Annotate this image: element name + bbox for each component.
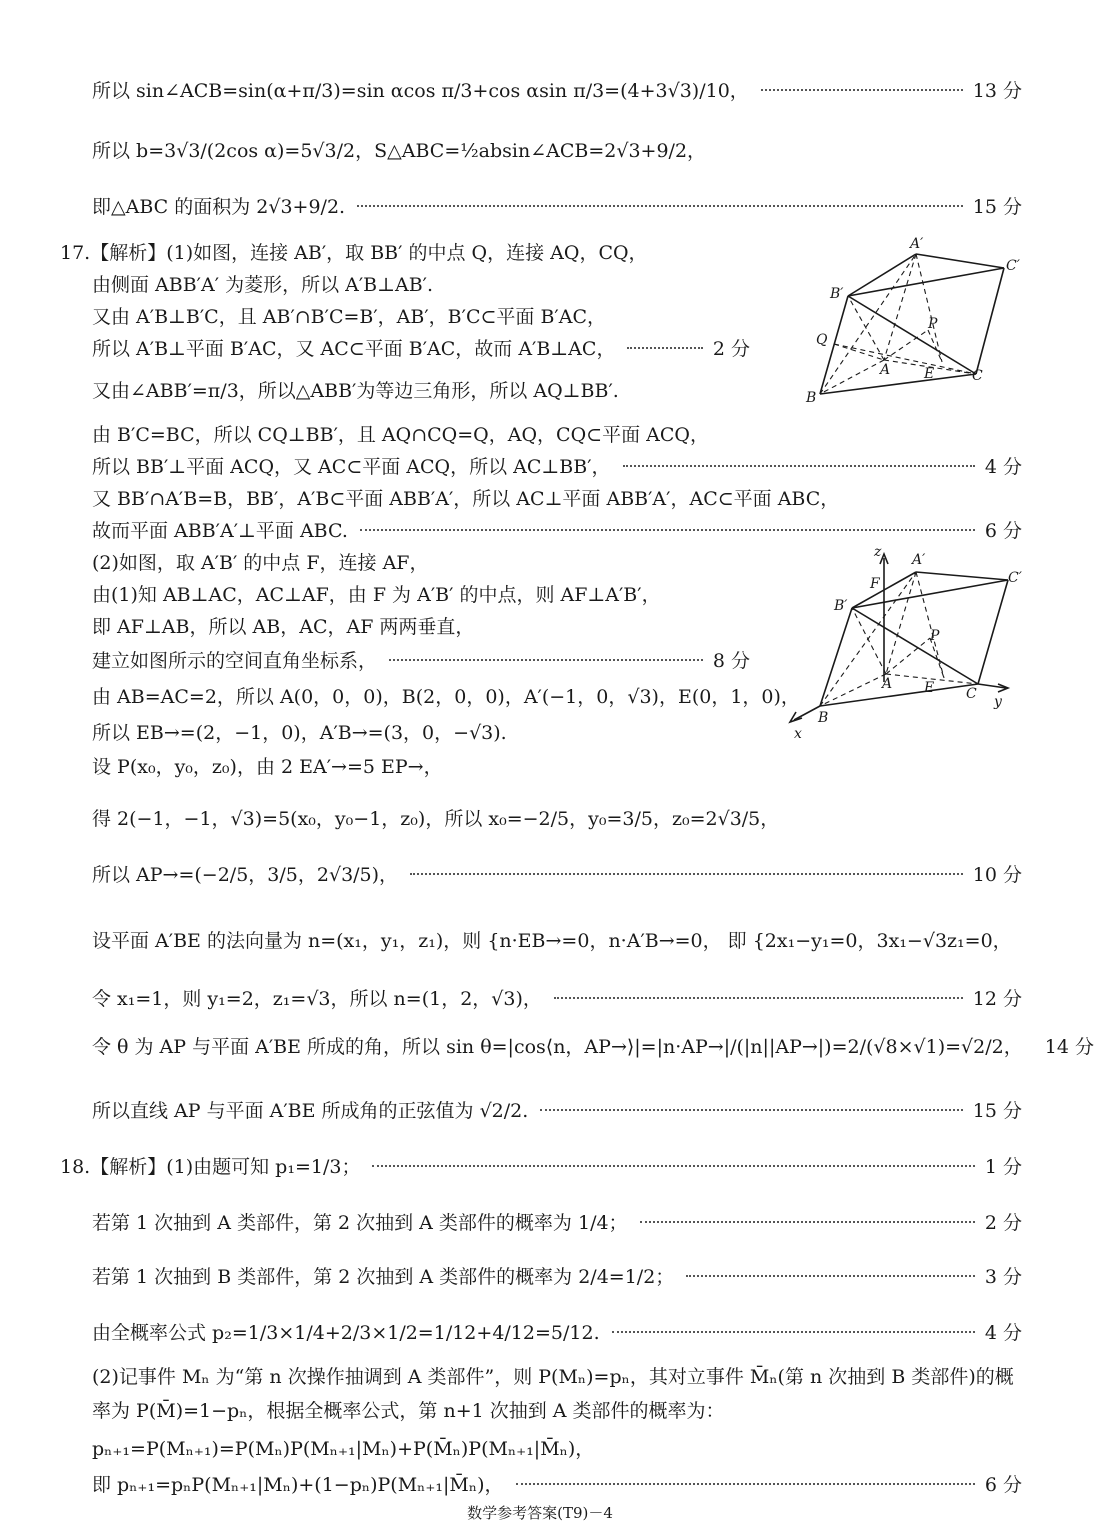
vertex-label: B′ [830, 286, 844, 302]
answer-line: 由(1)知 AB⊥AC，AC⊥AF，由 F 为 A′B′ 的中点，则 AF⊥A′B′， [92, 584, 661, 606]
score-label: 3 分 [984, 1266, 1022, 1288]
axis-label: z [874, 544, 882, 560]
answer-line: 所以 A′B⊥平面 B′AC，又 AC⊂平面 B′AC，故而 A′B⊥AC， 2 分 [92, 334, 750, 361]
vertex-label: E [924, 366, 935, 382]
vertex-label: C′ [1008, 570, 1022, 586]
vertex-label: B′ [834, 598, 848, 614]
answer-line: 建立如图所示的空间直角坐标系， 8 分 [92, 646, 750, 673]
vertex-label: A [880, 362, 891, 378]
answer-line: 即△ABC 的面积为 2√3+9/2. 15 分 [92, 192, 1022, 219]
answer-line: 又 BB′∩A′B=B，BB′，A′B⊂平面 ABB′A′，所以 AC⊥平面 ABB′A′，AC⊂平面 ABC， [92, 488, 840, 510]
vertex-label: Q [816, 332, 828, 348]
answer-line: 率为 P(M̄)=1−pₙ，根据全概率公式，第 n+1 次抽到 A 类部件的概率为： [92, 1400, 725, 1422]
axis-label: y [994, 694, 1002, 710]
answer-line: 设平面 A′BE 的法向量为 n=(x₁，y₁，z₁)，则 {n·EB→=0，n·A′B→=0， 即 {2x₁−y₁=0，3x₁−√3z₁=0， [92, 930, 1012, 952]
score-label: 15 分 [972, 196, 1022, 218]
answer-line: 所以 b=3√3/(2cos α)=5√3/2，S△ABC=½absin∠ACB=2√3+9/2， [92, 140, 707, 162]
answer-line: 所以 AP→=(−2/5，3/5，2√3/5)， 10 分 [92, 860, 1022, 887]
score-label: 6 分 [984, 1474, 1022, 1496]
score-label: 6 分 [984, 520, 1022, 542]
score-label: 13 分 [972, 80, 1022, 102]
vertex-label: B [818, 710, 829, 726]
vertex-label: P [928, 316, 938, 332]
answer-line: 由全概率公式 p₂=1/3×1/4+2/3×1/2=1/12+4/12=5/12. 4 分 [92, 1318, 1022, 1345]
vertex-label: C [966, 686, 977, 702]
vertex-label: A′ [912, 552, 926, 568]
question-18-heading: 18.【解析】(1)由题可知 p₁=1/3； 1 分 [60, 1152, 1022, 1179]
answer-line: 由 AB=AC=2，所以 A(0，0，0)，B(2，0，0)，A′(−1，0，√3)，E(0，1，0)， [92, 686, 800, 708]
answer-line: 即 AF⊥AB，所以 AB，AC，AF 两两垂直， [92, 616, 475, 638]
score-label: 12 分 [972, 988, 1022, 1010]
answer-line: (2)记事件 Mₙ 为“第 n 次操作抽调到 A 类部件”，则 P(Mₙ)=pₙ，其对立事件 M̄ₙ(第 n 次抽到 B 类部件)的概 [92, 1366, 1014, 1388]
score-label: 4 分 [984, 456, 1022, 478]
page-footer: 数学参考答案(T9)－4 [467, 1504, 613, 1522]
answer-line: 所以 EB→=(2，−1，0)，A′B→=(3，0，−√3). [92, 722, 507, 744]
vertex-label: A′ [910, 236, 924, 252]
score-label: 14 分 [1044, 1036, 1094, 1058]
answer-line: 所以直线 AP 与平面 A′BE 所成角的正弦值为 √2/2. 15 分 [92, 1096, 1022, 1123]
answer-line: 若第 1 次抽到 B 类部件，第 2 次抽到 A 类部件的概率为 2/4=1/2； 3 分 [92, 1262, 1022, 1289]
answer-line: 由侧面 ABB′A′ 为菱形，所以 A′B⊥AB′. [92, 274, 434, 296]
answer-line: 得 2(−1，−1，√3)=5(x₀，y₀−1，z₀)，所以 x₀=−2/5，y₀=3/5，z₀=2√3/5， [92, 808, 780, 830]
answer-line: 又由 A′B⊥B′C，且 AB′∩B′C=B′，AB′，B′C⊂平面 B′AC， [92, 306, 606, 328]
prism-figure-1 [790, 232, 1040, 412]
answer-line: 所以 BB′⊥平面 ACQ，又 AC⊂平面 ACQ，所以 AC⊥BB′， 4 分 [92, 452, 1022, 479]
vertex-label: P [930, 628, 940, 644]
score-label: 10 分 [972, 864, 1022, 886]
answer-line: 所以 sin∠ACB=sin(α+π/3)=sin αcos π/3+cos αsin π/3=(4+3√3)/10， 13 分 [92, 76, 1022, 103]
answer-line: 又由∠ABB′=π/3，所以△ABB′为等边三角形，所以 AQ⊥BB′. [92, 380, 619, 402]
score-label: 4 分 [984, 1322, 1022, 1344]
answer-line: 设 P(x₀，y₀，z₀)，由 2 EA′→=5 EP→， [92, 756, 443, 778]
score-label: 2 分 [712, 338, 750, 360]
answer-line: 令 x₁=1，则 y₁=2，z₁=√3，所以 n=(1，2，√3)， 12 分 [92, 984, 1022, 1011]
axis-label: x [794, 726, 802, 742]
answer-line: 即 pₙ₊₁=pₙP(Mₙ₊₁|Mₙ)+(1−pₙ)P(Mₙ₊₁|M̄ₙ)， 6 分 [92, 1470, 1022, 1497]
score-label: 1 分 [984, 1156, 1022, 1178]
vertex-label: C [972, 368, 983, 384]
answer-line: pₙ₊₁=P(Mₙ₊₁)=P(Mₙ)P(Mₙ₊₁|Mₙ)+P(M̄ₙ)P(Mₙ₊₁|M̄ₙ)， [92, 1438, 595, 1460]
vertex-label: B [806, 390, 817, 406]
question-17-heading: 17.【解析】(1)如图，连接 AB′，取 BB′ 的中点 Q，连接 AQ，CQ， [60, 242, 648, 264]
answer-line: (2)如图，取 A′B′ 的中点 F，连接 AF， [92, 552, 429, 574]
vertex-label: A [882, 676, 893, 692]
score-label: 15 分 [972, 1100, 1022, 1122]
answer-line: 由 B′C=BC，所以 CQ⊥BB′，且 AQ∩CQ=Q，AQ，CQ⊂平面 ACQ， [92, 424, 709, 446]
answer-line: 若第 1 次抽到 A 类部件，第 2 次抽到 A 类部件的概率为 1/4； 2 分 [92, 1208, 1022, 1235]
vertex-label: E [924, 680, 935, 696]
score-label: 8 分 [712, 650, 750, 672]
prism-figure-2 [784, 542, 1040, 742]
answer-line: 令 θ 为 AP 与平面 A′BE 所成的角，所以 sin θ=|cos⟨n，AP→⟩|=|n·AP→|/(|n||AP→|)=2/(√8×√1)=√2/2， 14 分 [92, 1032, 1022, 1059]
answer-line: 故而平面 ABB′A′⊥平面 ABC. 6 分 [92, 516, 1022, 543]
score-label: 2 分 [984, 1212, 1022, 1234]
vertex-label: C′ [1006, 258, 1020, 274]
vertex-label: F [870, 576, 880, 592]
